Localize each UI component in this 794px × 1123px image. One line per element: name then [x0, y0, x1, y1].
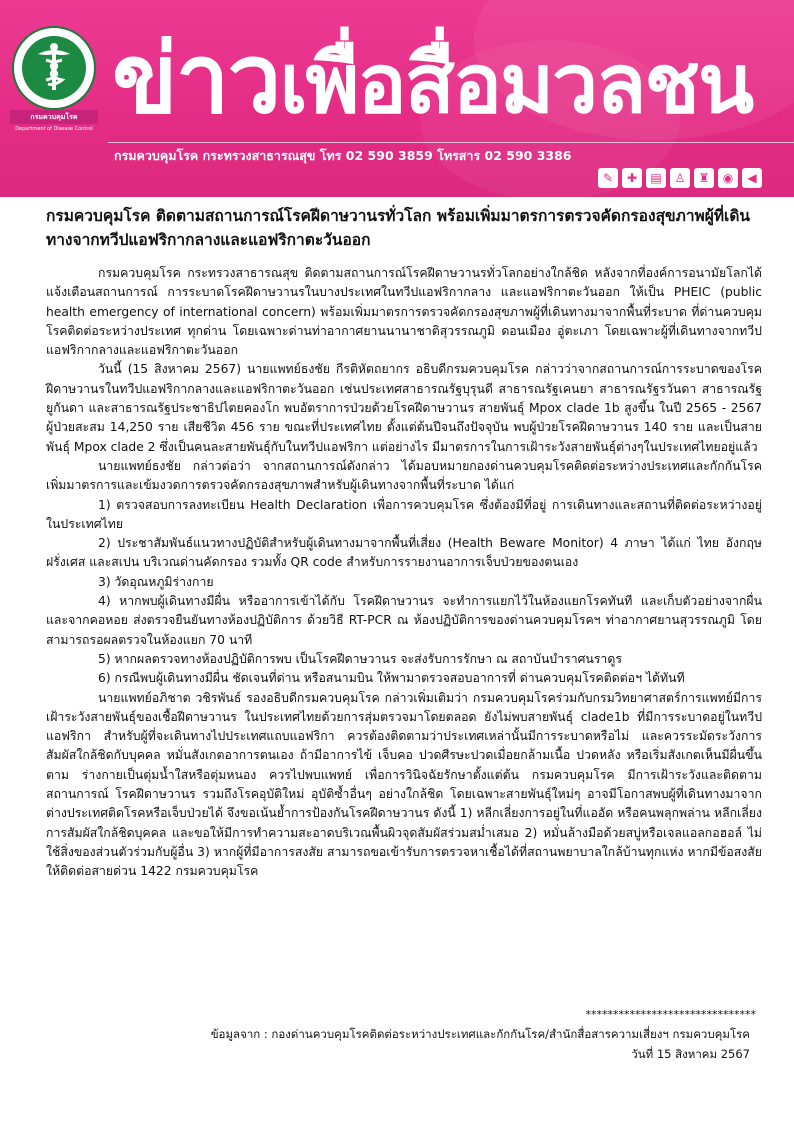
chat-icon: ◉ [718, 168, 738, 188]
measure-item-1: 1) ตรวจสอบการลงทะเบียน Health Declaration เพื่อการควบคุมโรค ซึ่งต้องมีที่อยู่ การเดินทางและสถานที่ติดต่อระหว่างอยู่ในประเทศไทย [46, 497, 762, 531]
contact-line: กรมควบคุมโรค กระทรวงสาธารณสุข โทร 02 590 3859 โทรสาร 02 590 3386 [114, 148, 572, 163]
paragraph-situation: วันนี้ (15 สิงหาคม 2567) นายแพทย์ธงชัย กีรติหัตถยากร อธิบดีกรมควบคุมโรค กล่าวว่าจากสถานการณ์การระบาดของโรคฝีดาษวานรในทวีปแอฟริกากลางและแอฟริกาตะวันออก เช่นประเทศสาธารณรัฐบุรุนดี สาธารณรัฐเคนยา สาธารณรัฐรวันดา สาธารณรัฐยูกันดา และสาธารณรัฐประชาธิปไตยคองโก พบอัตราการป่วยด้วยโรคฝีดาษวานร สายพันธุ์ Mpox clade 1b สูงขึ้น ในปี 2565 - 2567 ผู้ป่วยสะสม 14,250 ราย เสียชีวิต 456 ราย ขณะที่ประเทศไทย ตั้งแต่ต้นปีจนถึงปัจจุบัน พบผู้ป่วยโรคฝีดาษวานร 140 ราย และเป็นสายพันธุ์ Mpox clade 2 ซึ่งเป็นคนละสายพันธุ์กับในทวีปแอฟริกา แต่อย่างไร มีมาตรการในการเฝ้าระวังสายพันธุ์ต่างๆในประเทศไทยอยู่แล้ว [46, 362, 762, 454]
masthead-rest: เพื่อสื่อมวลชน [279, 37, 753, 132]
article-headline: กรมควบคุมโรค ติดตามสถานการณ์โรคฝีดาษวานรทั่วโลก พร้อมเพิ่มมาตรการตรวจคัดกรองสุขภาพผู้ที่เดินทางจากทวีปแอฟริกากลางและแอฟริกาตะวันออก [46, 207, 751, 249]
syringe-icon: ✎ [598, 168, 618, 188]
article-body [46, 204, 762, 882]
release-date: วันที่ 15 สิงหาคม 2567 [631, 1047, 750, 1061]
paragraph-measures-intro: นายแพทย์ธงชัย กล่าวต่อว่า จากสถานการณ์ดังกล่าว ได้มอบหมายกองด่านควบคุมโรคติดต่อระหว่างประเทศและกักกันโรค เพิ่มมาตรการและเข้มงวดการตรวจคัดกรองสุขภาพสำหรับผู้เดินทางจากพื้นที่ระบาด ได้แก่ [46, 458, 762, 493]
header-divider [108, 142, 794, 143]
paragraph-prevention: นายแพทย์อภิชาต วชิรพันธ์ รองอธิบดีกรมควบคุมโรค กล่าวเพิ่มเติมว่า กรมควบคุมโรคร่วมกับกรมวิทยาศาสตร์การแพทย์มีการเฝ้าระวังสายพันธุ์ของเชื้อฝีดาษวานร ในประเทศไทยด้วยการสุ่มตรวจมาโดยตลอด ยังไม่พบสายพันธุ์ clade1b ที่มีการระบาดอยู่ในทวีปแอฟริกา สำหรับผู้ที่จะเดินทางไปประเทศแถบแอฟริกา ควรต้องติดตามว่าประเทศเหล่านั้นมีการระบาดหรือไม่ และควรระมัดระวังการสัมผัสใกล้ชิดกับบุคคล หมั่นสังเกตอาการตนเอง ถ้ามีอาการไข้ เจ็บคอ ปวดศีรษะปวดเมื่อยกล้ามเนื้อ ปวดหลัง หรือเริ่มสังเกตเห็นมีผื่นขึ้นตาม ร่างกายเป็นตุ่มน้ำใสหรือตุ่มหนอง ควรไปพบแพทย์ เพื่อการวินิจฉัยรักษาตั้งแต่ต้น กรมควบคุมโรค มีการเฝ้าระวังและติดตามสถานการณ์ โรคฝีดาษวานร รวมถึงโรคอุบัติใหม่ อุบัติซ้ำอื่นๆ อย่างใกล้ชิด โดยเฉพาะสายพันธุ์ใหม่ๆ อาจมีโอกาสพบผู้ที่เดินทางมาจากต่างประเทศติดโรคหรือเจ็บป่วยได้ จึงขอเน้นย้ำการป้องกันโรคฝีดาษวานร ดังนี้ 1) หลีกเลี่ยงการอยู่ในที่แออัด หรือคนพลุกพล่าน หลีกเลี่ยงการสัมผัสใกล้ชิดบุคคล และขอให้มีการทำความสะอาดบริเวณพื้นผิวจุดสัมผัสร่วมสม่ำเสมอ 2) หมั่นล้างมือด้วยสบู่หรือเจลแอลกอฮอล์ ไม่ใช้สิ่งของส่วนตัวร่วมกับผู้อื่น 3) หากผู้ที่มีอาการสงสัย สามารถขอเข้ารับการตรวจหาเชื้อได้ที่สถานพยาบาลใกล้บ้านทุกแห่ง หากมีข้อสงสัย ให้ติดต่อสายด่วน 1422 กรมควบคุมโรค [46, 690, 762, 879]
measure-item-6: 6) กรณีพบผู้เดินทางมีผื่น ชัดเจนที่ด่าน หรือสนามบิน ให้พามาตรวจสอบอาการที่ ด่านควบคุมโรคติดต่อฯ ได้ทันที [98, 671, 685, 686]
measure-item-5: 5) หากผลตรวจทางห้องปฏิบัติการพบ เป็นโรคฝีดาษวานร จะส่งรับการรักษา ณ สถาบันบำราศนราดูร [98, 651, 622, 666]
microscope-icon: ♜ [694, 168, 714, 188]
masthead-first-word: ข่าว [112, 23, 280, 135]
paragraph-intro: กรมควบคุมโรค กระทรวงสาธารณสุข ติดตามสถานการณ์โรคฝีดาษวานรทั่วโลกอย่างใกล้ชิด หลังจากที่องค์การอนามัยโลกได้แจ้งเตือนสถานการณ์ การระบาดโรคฝีดาษวานรในบางประเทศในทวีปแอฟริกากลาง และแอฟริกาตะวันออก ให้เป็น PHEIC (public health emergency of international concern) พร้อมเพิ่มมาตรการตรวจคัดกรองสุขภาพผู้ที่เดินทางมาจากพื้นที่ระบาด ที่ด่านควบคุมโรคติดต่อระหว่างประเทศ ทุกด่าน โดยเฉพาะด่านท่าอากาศยานนานาชาติสุวรรณภูมิ ดอนเมือง อู่ตะเภา โดยเฉพาะผู้ที่เดินทางจากทวีปแอฟริกากลางและแอฟริกาตะวันออก [46, 266, 762, 358]
person-icon: ♙ [670, 168, 690, 188]
measure-item-4: 4) หากพบผู้เดินทางมีผื่น หรืออาการเข้าได้กับ โรคฝีดาษวานร จะทำการแยกไว้ในห้องแยกโรคทันที และเก็บตัวอย่างจากผื่น และจากคอหอย ส่งตรวจยืนยันทางห้องปฏิบัติการ ด้วยวิธี RT-PCR ณ ห้องปฏิบัติการของด่านควบคุมโรคฯ ท่าอากาศยานสุวรรณภูมิ โดยสามารถรอผลตรวจในห้องแยก 70 นาที [46, 594, 762, 647]
topic-icons [598, 168, 762, 188]
masthead-title [112, 24, 752, 134]
separator-stars: ******************************* [585, 1008, 756, 1021]
logo-caption: กรมควบคุมโรค [10, 110, 98, 124]
megaphone-icon: ◀ [742, 168, 762, 188]
measure-item-2: 2) ประชาสัมพันธ์แนวทางปฏิบัติสำหรับผู้เดินทางมาจากพื้นที่เสี่ยง (Health Beware Monitor) 4 ภาษา ได้แก่ ไทย อังกฤษ ฝรั่งเศส และสเปน บริเวณด่านคัดกรอง รวมทั้ง QR code สำหรับการรายงานอาการเจ็บป่วยของตนเอง [46, 536, 762, 570]
clipboard-icon: ▤ [646, 168, 666, 188]
masthead-banner [0, 0, 794, 197]
caduceus-icon [22, 36, 86, 100]
ministry-logo [10, 26, 98, 134]
measure-item-3: 3) วัดอุณหภูมิร่างกาย [98, 574, 214, 589]
logo-subcaption: Department of Disease Control [15, 126, 93, 132]
logo-seal [12, 26, 96, 110]
first-aid-icon: ✚ [622, 168, 642, 188]
source-credit: ข้อมูลจาก : กองด่านควบคุมโรคติดต่อระหว่างประเทศและกักกันโรค/สำนักสื่อสารความเสี่ยงฯ กรมควบคุมโรค [210, 1027, 750, 1041]
